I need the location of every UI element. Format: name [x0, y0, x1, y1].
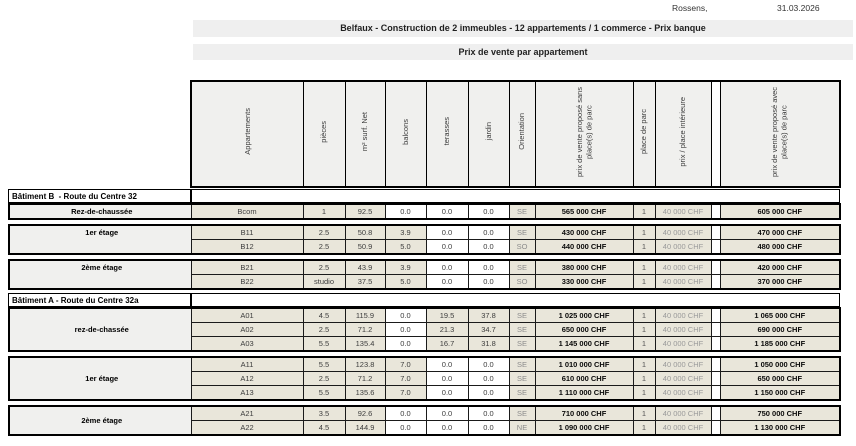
- col-header-prix_avec: [720, 81, 840, 187]
- spacer-cell: [711, 275, 720, 290]
- spacer-cell: [711, 337, 720, 352]
- cell-orient: SE: [509, 357, 535, 372]
- spacer-cell: [711, 421, 720, 436]
- col-header-pieces: [303, 81, 345, 187]
- spacer-cell: [711, 260, 720, 275]
- cell-jardin: 0.0: [468, 421, 509, 436]
- cell-prix_place: 40 000 CHF: [655, 421, 711, 436]
- cell-prix_place: 40 000 CHF: [655, 260, 711, 275]
- col-header-balcons: [385, 81, 426, 187]
- cell-terasses: 0.0: [426, 225, 468, 240]
- cell-prix_avec: 1 185 000 CHF: [720, 337, 840, 352]
- cell-parc: 1: [633, 357, 655, 372]
- floor-block-2: [8, 224, 841, 255]
- cell-prix_sans: 650 000 CHF: [535, 323, 633, 337]
- floor-label: 1er étage: [9, 225, 191, 254]
- cell-parc: 1: [633, 225, 655, 240]
- table-row: [9, 406, 840, 421]
- cell-prix_place: 40 000 CHF: [655, 406, 711, 421]
- cell-apt: A21: [191, 406, 303, 421]
- col-header-terasses: [426, 81, 468, 187]
- cell-balcons: 0.0: [385, 421, 426, 436]
- floor-label: 2ème étage: [9, 406, 191, 435]
- building-header-row: [9, 294, 840, 307]
- cell-parc: 1: [633, 323, 655, 337]
- cell-pieces: studio: [303, 275, 345, 290]
- cell-orient: SO: [509, 275, 535, 290]
- cell-parc: 1: [633, 260, 655, 275]
- main-title: Belfaux - Construction de 2 immeubles - 12 appartements / 1 commerce - Prix banque: [193, 20, 853, 37]
- cell-orient: SE: [509, 308, 535, 323]
- cell-orient: SE: [509, 406, 535, 421]
- spacer-cell: [711, 204, 720, 219]
- spacer-cell: [711, 240, 720, 255]
- cell-m2: 71.2: [345, 323, 385, 337]
- cell-prix_place: 40 000 CHF: [655, 372, 711, 386]
- cell-jardin: 0.0: [468, 372, 509, 386]
- building-row-filler: [191, 294, 840, 307]
- cell-balcons: 0.0: [385, 323, 426, 337]
- cell-parc: 1: [633, 372, 655, 386]
- cell-balcons: 5.0: [385, 275, 426, 290]
- col-header-m2: [345, 81, 385, 187]
- cell-orient: SE: [509, 386, 535, 401]
- cell-terasses: 19.5: [426, 308, 468, 323]
- cell-orient: NE: [509, 421, 535, 436]
- table-row: [9, 225, 840, 240]
- spacer-cell: [711, 225, 720, 240]
- cell-apt: A02: [191, 323, 303, 337]
- sub-title: Prix de vente par appartement: [193, 44, 853, 60]
- col-header-label: balcons: [400, 118, 410, 145]
- cell-m2: 50.9: [345, 240, 385, 255]
- table-row: [9, 308, 840, 323]
- spacer-cell: [711, 372, 720, 386]
- cell-pieces: 5.5: [303, 386, 345, 401]
- cell-parc: 1: [633, 204, 655, 219]
- cell-m2: 92.5: [345, 204, 385, 219]
- cell-pieces: 2.5: [303, 240, 345, 255]
- col-header-label: prix de vente proposé sans place(s) de parc: [574, 86, 593, 177]
- cell-m2: 43.9: [345, 260, 385, 275]
- col-header-label: pièces: [319, 120, 329, 143]
- cell-prix_sans: 1 010 000 CHF: [535, 357, 633, 372]
- cell-prix_avec: 650 000 CHF: [720, 372, 840, 386]
- col-header-label: place de parc: [639, 108, 649, 155]
- cell-parc: 1: [633, 240, 655, 255]
- cell-prix_avec: 470 000 CHF: [720, 225, 840, 240]
- col-header-label: terasses: [442, 117, 452, 146]
- cell-prix_place: 40 000 CHF: [655, 357, 711, 372]
- building-row-0: [8, 189, 840, 203]
- cell-prix_avec: 1 065 000 CHF: [720, 308, 840, 323]
- building-label: Bâtiment A - Route du Centre 32a: [9, 294, 191, 307]
- cell-jardin: 0.0: [468, 225, 509, 240]
- cell-m2: 135.6: [345, 386, 385, 401]
- cell-jardin: 0.0: [468, 386, 509, 401]
- col-header-label: m² surf. Net: [360, 111, 370, 152]
- cell-terasses: 0.0: [426, 357, 468, 372]
- cell-prix_avec: 420 000 CHF: [720, 260, 840, 275]
- cell-pieces: 5.5: [303, 357, 345, 372]
- spacer-cell: [711, 406, 720, 421]
- cell-prix_sans: 1 110 000 CHF: [535, 386, 633, 401]
- cell-prix_place: 40 000 CHF: [655, 275, 711, 290]
- cell-pieces: 2.5: [303, 225, 345, 240]
- col-header-prix_place: [655, 81, 711, 187]
- cell-balcons: 0.0: [385, 308, 426, 323]
- building-header-row: [9, 190, 840, 203]
- cell-m2: 115.9: [345, 308, 385, 323]
- building-row-4: [8, 293, 840, 307]
- header-place: Rossens,: [672, 3, 708, 13]
- cell-balcons: 7.0: [385, 386, 426, 401]
- cell-parc: 1: [633, 275, 655, 290]
- cell-pieces: 1: [303, 204, 345, 219]
- cell-pieces: 4.5: [303, 308, 345, 323]
- floor-block-7: [8, 405, 841, 436]
- cell-apt: A12: [191, 372, 303, 386]
- cell-pieces: 2.5: [303, 323, 345, 337]
- spacer-cell: [711, 357, 720, 372]
- cell-parc: 1: [633, 386, 655, 401]
- cell-pieces: 5.5: [303, 337, 345, 352]
- cell-balcons: 7.0: [385, 357, 426, 372]
- cell-prix_avec: 1 150 000 CHF: [720, 386, 840, 401]
- cell-prix_sans: 610 000 CHF: [535, 372, 633, 386]
- cell-apt: A01: [191, 308, 303, 323]
- cell-terasses: 0.0: [426, 275, 468, 290]
- cell-jardin: 0.0: [468, 240, 509, 255]
- cell-prix_avec: 690 000 CHF: [720, 323, 840, 337]
- table-row: [9, 204, 840, 219]
- cell-terasses: 0.0: [426, 260, 468, 275]
- cell-prix_avec: 605 000 CHF: [720, 204, 840, 219]
- cell-prix_sans: 440 000 CHF: [535, 240, 633, 255]
- cell-terasses: 0.0: [426, 240, 468, 255]
- cell-orient: SO: [509, 240, 535, 255]
- col-header-jardin: [468, 81, 509, 187]
- col-header-orient: [509, 81, 535, 187]
- cell-m2: 123.8: [345, 357, 385, 372]
- cell-jardin: 34.7: [468, 323, 509, 337]
- cell-parc: 1: [633, 406, 655, 421]
- cell-m2: 37.5: [345, 275, 385, 290]
- cell-jardin: 0.0: [468, 275, 509, 290]
- spacer-cell: [711, 323, 720, 337]
- table-row: [9, 357, 840, 372]
- cell-parc: 1: [633, 308, 655, 323]
- cell-jardin: 0.0: [468, 260, 509, 275]
- cell-jardin: 37.8: [468, 308, 509, 323]
- cell-prix_sans: 710 000 CHF: [535, 406, 633, 421]
- cell-prix_sans: 1 090 000 CHF: [535, 421, 633, 436]
- cell-balcons: 0.0: [385, 204, 426, 219]
- col-header-prix_sans: [535, 81, 633, 187]
- cell-orient: SE: [509, 323, 535, 337]
- cell-m2: 92.6: [345, 406, 385, 421]
- cell-apt: A22: [191, 421, 303, 436]
- cell-prix_place: 40 000 CHF: [655, 204, 711, 219]
- floor-block-3: [8, 259, 841, 290]
- cell-pieces: 2.5: [303, 372, 345, 386]
- cell-apt: B21: [191, 260, 303, 275]
- cell-orient: SE: [509, 372, 535, 386]
- cell-prix_avec: 750 000 CHF: [720, 406, 840, 421]
- cell-apt: A11: [191, 357, 303, 372]
- cell-prix_sans: 1 145 000 CHF: [535, 337, 633, 352]
- price-table: [8, 80, 848, 436]
- cell-apt: B22: [191, 275, 303, 290]
- col-header-label: jardin: [483, 122, 493, 141]
- cell-apt: A03: [191, 337, 303, 352]
- cell-prix_place: 40 000 CHF: [655, 337, 711, 352]
- cell-prix_avec: 1 130 000 CHF: [720, 421, 840, 436]
- floor-label: Rez-de-chaussée: [9, 204, 191, 219]
- cell-jardin: 31.8: [468, 337, 509, 352]
- cell-balcons: 0.0: [385, 406, 426, 421]
- col-header-label: prix de vente proposé avec place(s) de parc: [770, 86, 789, 177]
- cell-apt: B12: [191, 240, 303, 255]
- cell-terasses: 0.0: [426, 421, 468, 436]
- cell-balcons: 3.9: [385, 225, 426, 240]
- floor-label: 1er étage: [9, 357, 191, 400]
- col-header-apt: [191, 81, 303, 187]
- cell-apt: Bcom: [191, 204, 303, 219]
- cell-prix_place: 40 000 CHF: [655, 225, 711, 240]
- cell-prix_sans: 330 000 CHF: [535, 275, 633, 290]
- cell-m2: 71.2: [345, 372, 385, 386]
- cell-terasses: 16.7: [426, 337, 468, 352]
- cell-terasses: 21.3: [426, 323, 468, 337]
- cell-prix_avec: 1 050 000 CHF: [720, 357, 840, 372]
- floor-block-6: [8, 356, 841, 401]
- cell-orient: SE: [509, 260, 535, 275]
- floor-block-1: [8, 203, 841, 220]
- cell-prix_place: 40 000 CHF: [655, 240, 711, 255]
- cell-parc: 1: [633, 421, 655, 436]
- building-label: Bâtiment B - Route du Centre 32: [9, 190, 191, 203]
- cell-balcons: 7.0: [385, 372, 426, 386]
- cell-balcons: 3.9: [385, 260, 426, 275]
- spacer-cell: [711, 386, 720, 401]
- cell-terasses: 0.0: [426, 204, 468, 219]
- cell-balcons: 5.0: [385, 240, 426, 255]
- cell-prix_sans: 1 025 000 CHF: [535, 308, 633, 323]
- cell-orient: SE: [509, 225, 535, 240]
- cell-jardin: 0.0: [468, 357, 509, 372]
- cell-parc: 1: [633, 337, 655, 352]
- header-date: 31.03.2026: [777, 3, 820, 13]
- cell-prix_avec: 480 000 CHF: [720, 240, 840, 255]
- cell-m2: 50.8: [345, 225, 385, 240]
- cell-terasses: 0.0: [426, 406, 468, 421]
- spacer-column-header: [711, 81, 720, 187]
- cell-pieces: 2.5: [303, 260, 345, 275]
- cell-terasses: 0.0: [426, 386, 468, 401]
- cell-prix_place: 40 000 CHF: [655, 386, 711, 401]
- col-header-label: Appartements: [242, 108, 252, 155]
- col-header-parc: [633, 81, 655, 187]
- col-header-label: Orientation: [517, 113, 527, 150]
- cell-jardin: 0.0: [468, 204, 509, 219]
- cell-balcons: 0.0: [385, 337, 426, 352]
- cell-apt: B11: [191, 225, 303, 240]
- cell-apt: A13: [191, 386, 303, 401]
- cell-prix_place: 40 000 CHF: [655, 308, 711, 323]
- cell-terasses: 0.0: [426, 372, 468, 386]
- cell-orient: SE: [509, 204, 535, 219]
- cell-prix_sans: 380 000 CHF: [535, 260, 633, 275]
- cell-pieces: 3.5: [303, 406, 345, 421]
- table-row: [9, 260, 840, 275]
- building-row-filler: [191, 190, 840, 203]
- cell-m2: 144.9: [345, 421, 385, 436]
- cell-m2: 135.4: [345, 337, 385, 352]
- cell-prix_place: 40 000 CHF: [655, 323, 711, 337]
- cell-pieces: 4.5: [303, 421, 345, 436]
- cell-prix_avec: 370 000 CHF: [720, 275, 840, 290]
- cell-jardin: 0.0: [468, 406, 509, 421]
- floor-block-5: [8, 307, 841, 352]
- cell-orient: SE: [509, 337, 535, 352]
- column-header-block: [190, 80, 841, 188]
- spacer-cell: [711, 308, 720, 323]
- col-header-label: prix / place intérieure: [678, 96, 688, 167]
- cell-prix_sans: 430 000 CHF: [535, 225, 633, 240]
- floor-label: 2ème étage: [9, 260, 191, 289]
- floor-label: rez-de-chassée: [9, 308, 191, 351]
- cell-prix_sans: 565 000 CHF: [535, 204, 633, 219]
